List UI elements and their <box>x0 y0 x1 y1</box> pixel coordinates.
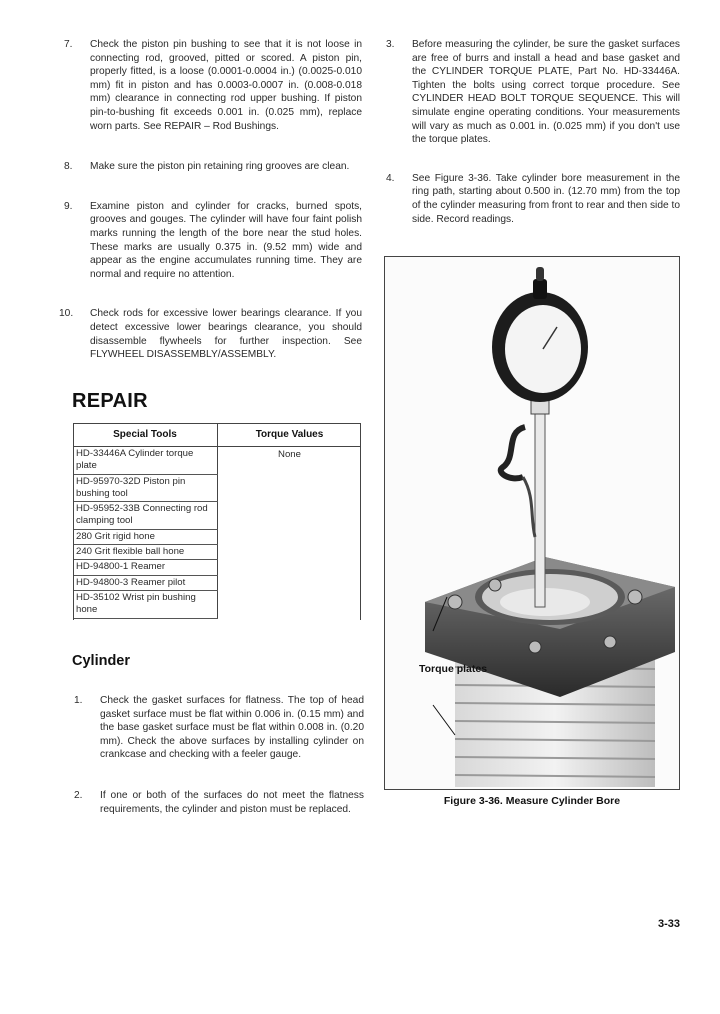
item-number: 8. <box>64 161 73 173</box>
item-text: Check the gasket surfaces for flatness. The top of head gasket surface must be flat within 0.006 in. (0.15 mm) and the base gasket surface must be flat within 0.008 in. (0.20 mm). Check the above surfaces by installing cylinder on crankcase and checking with a feeler gauge. <box>100 695 364 761</box>
list-item-3 <box>384 38 680 147</box>
list-item-2 <box>72 789 364 816</box>
item-text: Before measuring the cylinder, be sure the gasket surfaces are free of burrs and install a head and base gasket and the CYLINDER TORQUE PLATE, Part No. HD-33446A. Tighten the bolts using correct torque procedure. See CYLINDER HEAD BOLT TORQUE SEQUENCE. This will simulate engine operating conditions. Your measurements will vary as much as 0.001 in. (0.025 mm) if you don't use the torque plates. <box>412 39 680 146</box>
tool-cell: HD-95952-33B Connecting rod clamping tool <box>73 502 218 530</box>
item-number: 3. <box>386 39 395 50</box>
cylinder-list <box>72 694 364 816</box>
item-text: Check the piston pin bushing to see that it is not loose in connecting rod, grooved, pitted or scored. A piston pin, properly fitted, is a loose (0.0001-0.0004 in.) (0.0025-0.010 mm) fit in piston and has 0.0003-0.0007 in. (0.008-0.018 mm) clearance in connecting rod upper bushing. If piston pin-to-bushing fit exceeds 0.001 in. (0.025 mm), replace worn parts. See REPAIR – Rod Bushings. <box>90 39 362 132</box>
figure-photo <box>384 256 680 790</box>
table-header-row <box>73 424 361 447</box>
item-number: 7. <box>64 39 73 50</box>
special-tools-table <box>73 423 361 619</box>
page-number: 3-33 <box>658 918 681 930</box>
tool-cell: HD-95970-32D Piston pin bushing tool <box>73 474 218 502</box>
item-text: Check rods for excessive lower bearings clearance. If you detect excessive lower bearings clearance, you should disassemble flywheels for further inspection. See FLYWHEEL DISASSEMBLY/ASSEMBLY. <box>90 308 362 361</box>
cylinder-heading: Cylinder <box>72 653 131 669</box>
item-number: 10. <box>59 308 74 320</box>
special-tools-header: Special Tools <box>73 424 218 447</box>
list-item-10 <box>59 307 362 361</box>
tool-cell: HD-94800-1 Reamer <box>73 560 218 575</box>
tool-cell: HD-35102 Wrist pin bushing hone <box>73 590 218 618</box>
bore-gauge-illustration <box>385 257 680 790</box>
item-number: 2. <box>74 789 83 801</box>
right-column <box>384 38 680 226</box>
item-number: 4. <box>386 172 395 184</box>
tool-cell: 280 Grit rigid hone <box>73 529 218 544</box>
item-text: If one or both of the surfaces do not meet the flatness requirements, the cylinder and piston must be replaced. <box>100 789 364 815</box>
list-item-7 <box>62 38 362 133</box>
torque-values-header: Torque Values <box>218 424 362 447</box>
item-number: 9. <box>64 200 73 212</box>
tool-cell: HD-94800-3 Reamer pilot <box>73 575 218 590</box>
item-text: Examine piston and cylinder for cracks, burned spots, grooves and gouges. The cylinder will have four faint polish marks running the length of the bore near the stud holes. These marks are usually 0.375 in. (9.52 mm) wide and appear as the engine accumulates running time. They are normal and require no attention. <box>90 200 362 280</box>
item-text: Make sure the piston pin retaining ring grooves are clean. <box>90 161 350 173</box>
figure-caption: Figure 3-36. Measure Cylinder Bore <box>443 795 621 807</box>
torque-plates-callout: Torque plates <box>419 663 488 675</box>
tool-cell: HD-33446A Cylinder torque plate <box>73 447 218 475</box>
item-text: See Figure 3-36. Take cylinder bore measurement in the ring path, starting about 0.500 in. (12.70 mm) from the top of the cylinder measuring from front to rear and then side to side. Record readings. <box>412 172 680 225</box>
item-number: 1. <box>74 695 83 706</box>
table-row <box>73 447 361 475</box>
list-item-8 <box>62 160 362 174</box>
tool-cell: 240 Grit flexible ball hone <box>73 545 218 560</box>
list-item-4 <box>384 172 680 226</box>
left-column <box>59 38 362 362</box>
list-item-9 <box>62 200 362 282</box>
list-item-1 <box>72 694 364 762</box>
torque-value-cell: None <box>278 449 301 460</box>
repair-heading: REPAIR <box>72 390 148 412</box>
